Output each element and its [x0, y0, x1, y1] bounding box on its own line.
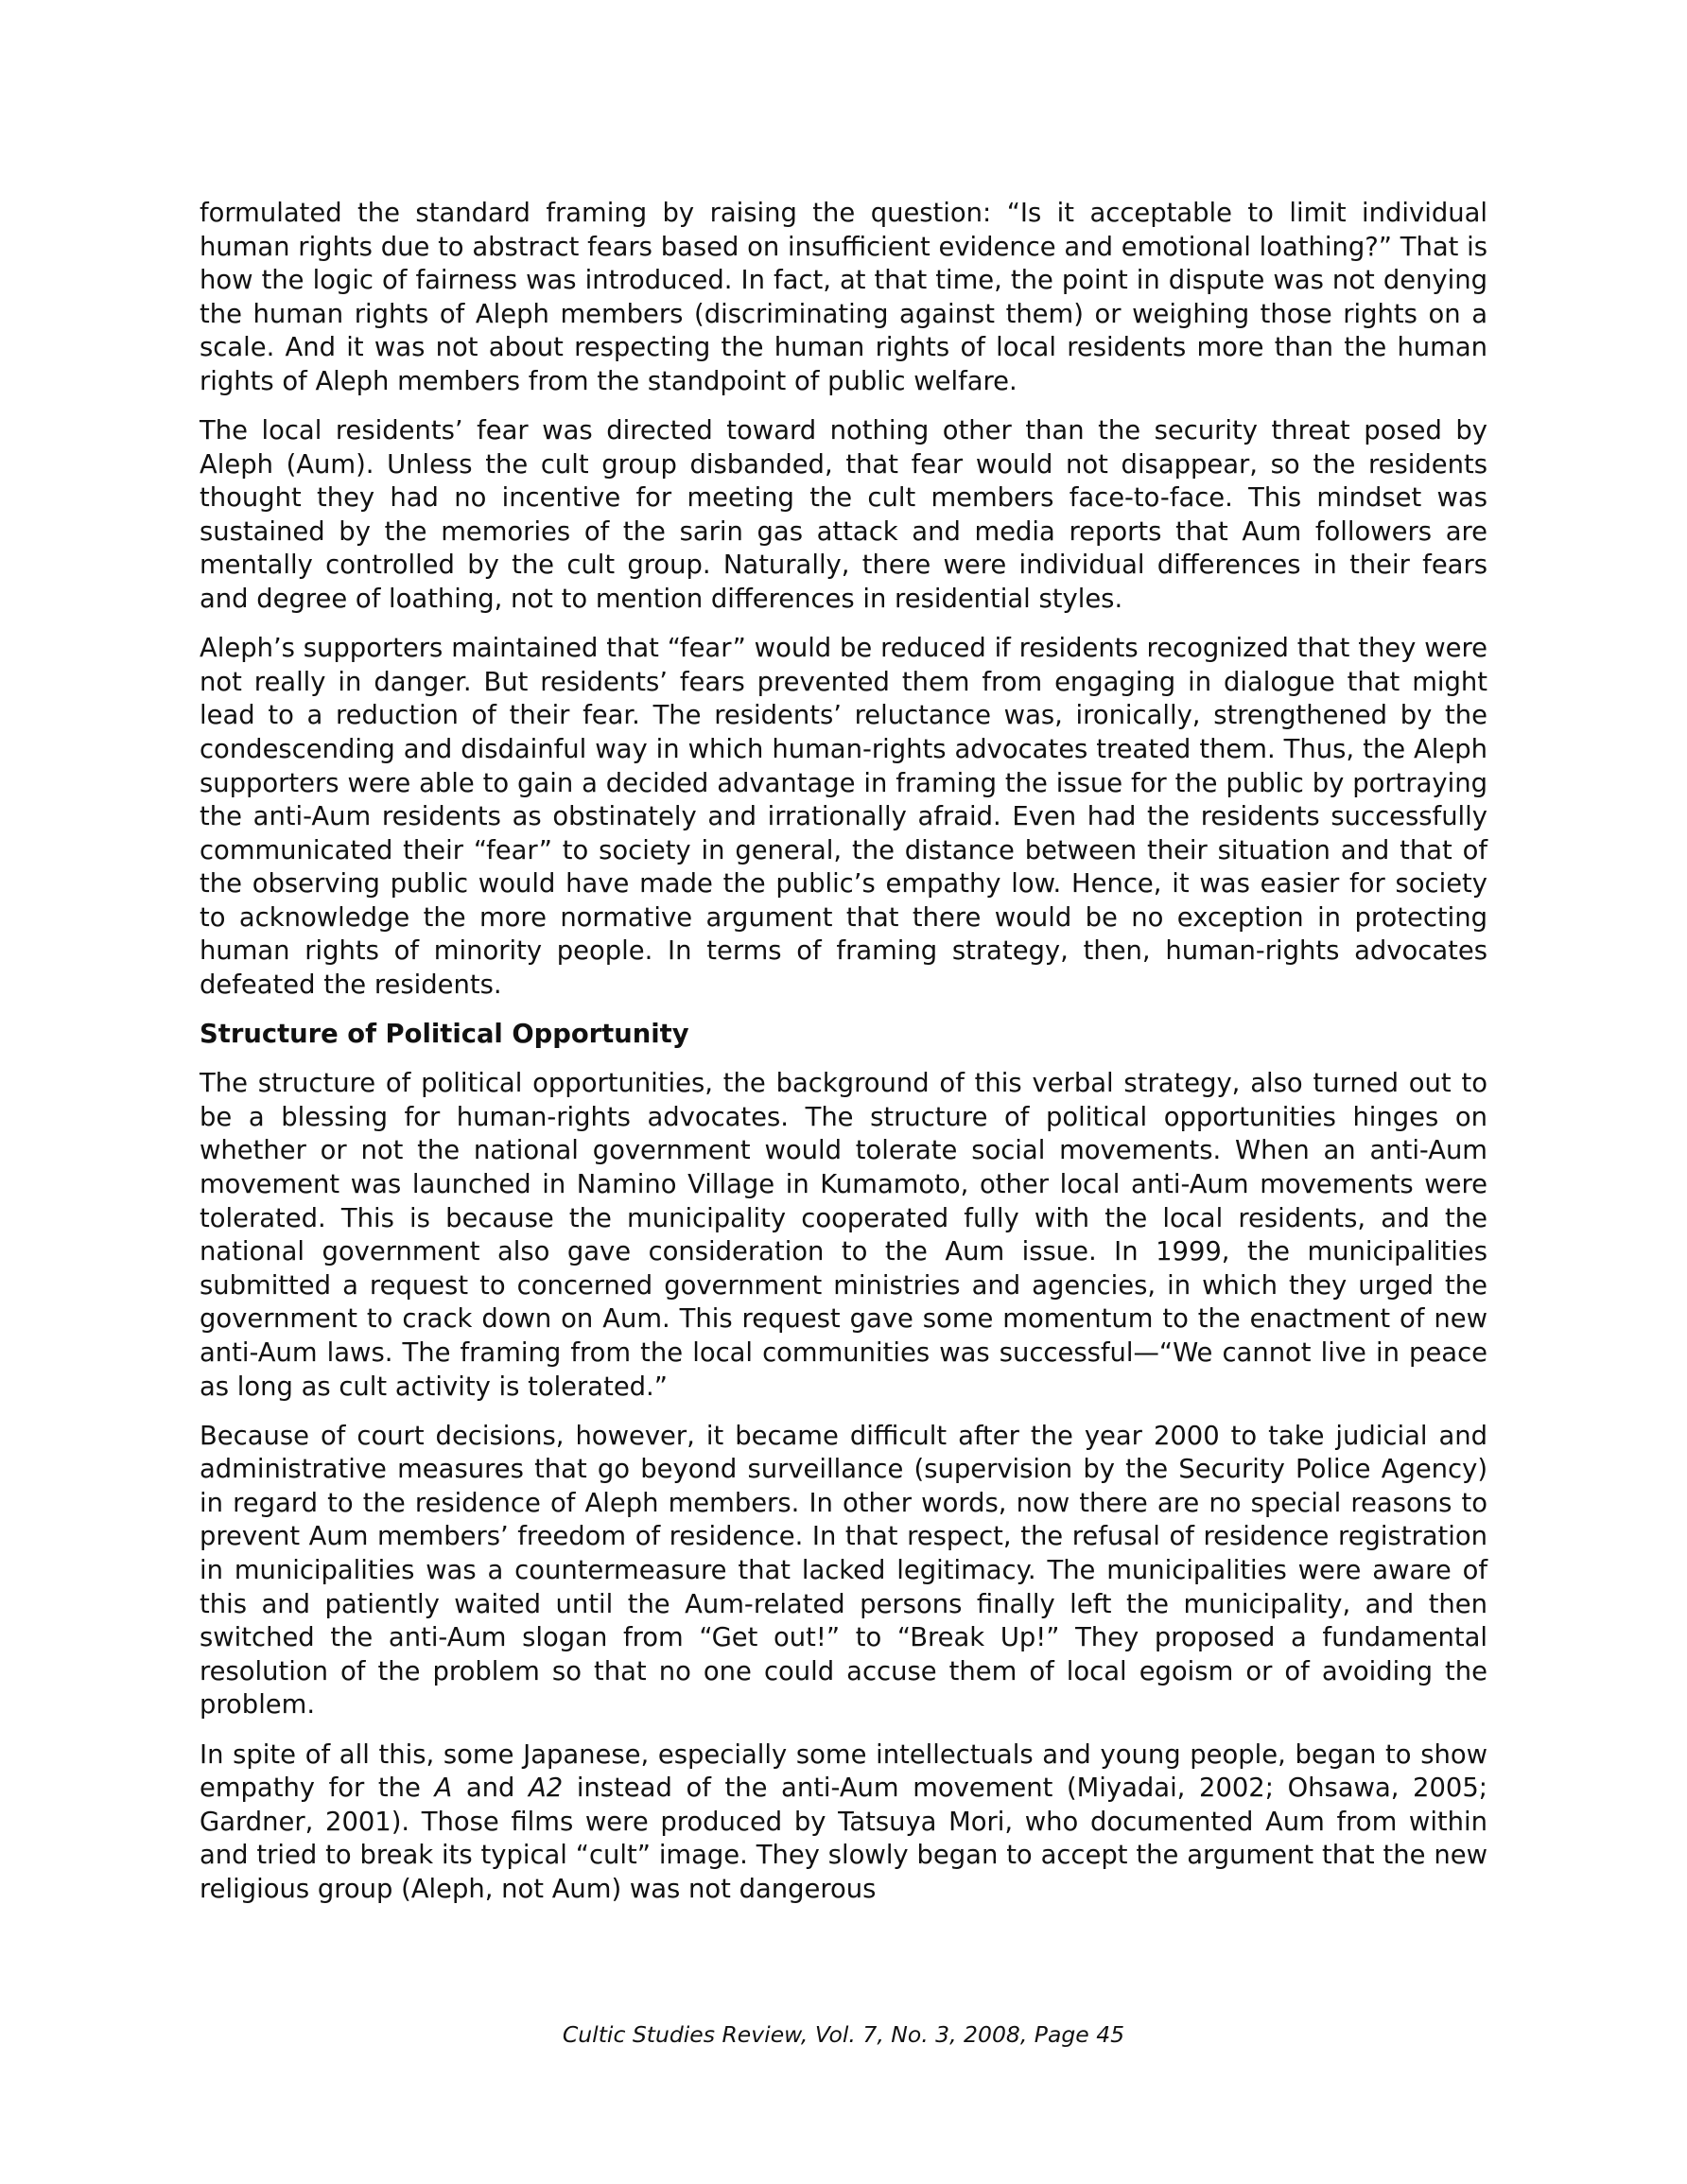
text-segment: In spite of all this, some Japanese, especially some intellectuals and young people, began to show empathy for the	[200, 1739, 1487, 1804]
text-segment: instead of the anti-Aum movement (Miyadai, 2002; Ohsawa, 2005; Gardner, 2001). Those films were produced by Tatsuya Mori, who documented Aum from within and tried to break its typical “cult” image. They slowly began to accept the argument that the new religious group (Aleph, not Aum) was not dangerous	[200, 1773, 1487, 1904]
paragraph-fairness-framing: formulated the standard framing by raising the question: “Is it acceptable to limit individual human rights due to abstract fears based on insufficient evidence and emotional loathing?” That is how the logic of fairness was introduced. In fact, at that time, the point in dispute was not denying the human rights of Aleph members (discriminating against them) or weighing those rights on a scale. And it was not about respecting the human rights of local residents more than the human rights of Aleph members from the standpoint of public welfare.	[200, 199, 1487, 396]
section-heading: Structure of Political Opportunity	[200, 1020, 689, 1050]
film-title-a2: A2	[529, 1773, 564, 1804]
paragraph-court-decisions: Because of court decisions, however, it became difficult after the year 2000 to take judicial and administrative measures that go beyond surveillance (supervision by the Security Police Agency) in regard to the residence of Aleph members. In other words, now there are no special reasons to prevent Aum members’ freedom of residence. In that respect, the refusal of residence registration in municipalities was a countermeasure that lacked legitimacy. The municipalities were aware of this and patiently waited until the Aum-related persons finally left the municipality, and then switched the anti-Aum slogan from “Get out!” to “Break Up!” They proposed a fundamental resolution of the problem so that no one could accuse them of local egoism or of avoiding the problem.	[200, 1421, 1487, 1721]
article-body	[200, 197, 1487, 1907]
paragraph-residents-fear: The local residents’ fear was directed toward nothing other than the security threat posed by Aleph (Aum). Unless the cult group disbanded, that fear would not disappear, so the residents thought they had no incentive for meeting the cult members face-to-face. This mindset was sustained by the memories of the sarin gas attack and media reports that Aum followers are mentally controlled by the cult group. Naturally, there were individual differences in their fears and degree of loathing, not to mention differences in residential styles.	[200, 416, 1487, 615]
page-footer-citation: Cultic Studies Review, Vol. 7, No. 3, 2008, Page 45	[562, 2021, 1125, 2048]
paragraph-empathy-films	[200, 1738, 1487, 1907]
paragraph-political-opportunities: The structure of political opportunities, the background of this verbal strategy, also turned out to be a blessing for human-rights advocates. The structure of political opportunities hinges on whether or not the national government would tolerate social movements. When an anti-Aum movement was launched in Namino Village in Kumamoto, other local anti-Aum movements were tolerated. This is because the municipality cooperated fully with the local residents, and the national government also gave consideration to the Aum issue. In 1999, the municipalities submitted a request to concerned government ministries and agencies, in which they urged the government to crack down on Aum. This request gave some momentum to the enactment of new anti-Aum laws. The framing from the local communities was successful—“We cannot live in peace as long as cult activity is tolerated.”	[200, 1069, 1487, 1402]
text-segment: and	[452, 1773, 530, 1804]
paragraph-aleph-supporters: Aleph’s supporters maintained that “fear” would be reduced if residents recognized that they were not really in danger. But residents’ fears prevented them from engaging in dialogue that might lead to a reduction of their fear. The residents’ reluctance was, ironically, strengthened by the condescending and disdainful way in which human-rights advocates treated them. Thus, the Aleph supporters were able to gain a decided advantage in framing the issue for the public by portraying the anti-Aum residents as obstinately and irrationally afraid. Even had the residents successfully communicated their “fear” to society in general, the distance between their situation and that of the observing public would have made the public’s empathy low. Hence, it was easier for society to acknowledge the more normative argument that there would be no exception in protecting human rights of minority people. In terms of framing strategy, then, human-rights advocates defeated the residents.	[200, 634, 1487, 1001]
film-title-a: A	[434, 1773, 453, 1804]
